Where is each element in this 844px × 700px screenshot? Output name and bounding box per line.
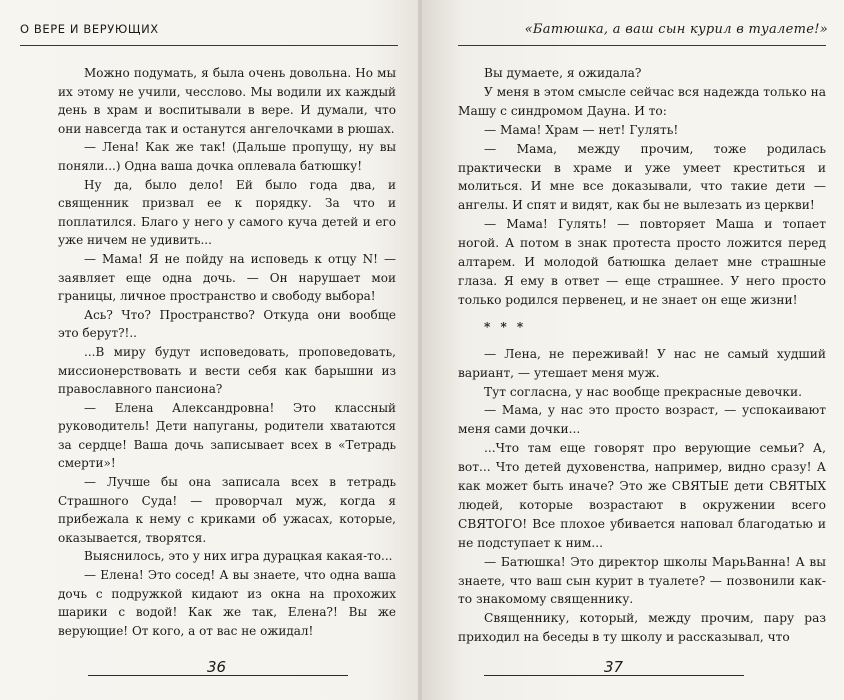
paragraph: — Лена! Как же так! (Дальше пропущу, ну вы поняли...) Одна ваша дочка оплевала батюшку! xyxy=(58,140,396,173)
header-rule xyxy=(458,45,826,46)
paragraph: Можно подумать, я была очень довольна. Но мы их этому не учили, чесслово. Мы водили их каждый день в храм и воспитывали в вере. И думали, что они навсегда так и останутся ангелочками в рюшах. xyxy=(58,66,396,136)
paragraph: ...В миру будут исповедовать, проповедовать, миссионерствовать и вести себя как барышни из православного пансиона? xyxy=(58,344,396,397)
left-page xyxy=(0,0,420,700)
paragraph: — Мама! Храм — нет! Гулять! xyxy=(484,122,679,137)
paragraph: Ну да, было дело! Ей было года два, и священник призвал ее к порядку. За что и поплатился. Благо у него у самого куча детей и его уже ничем не удивить... xyxy=(58,177,396,248)
paragraph: — Мама! Гулять! — повторяет Маша и топает ногой. А потом в знак протеста просто ложится перед алтарем. И молодой батюшка делает мне страшные глаза. Я ему в ответ — еще страшнее. У него просто только родился первенец, и не знает он еще жизни! xyxy=(458,217,826,307)
section-break: * * * xyxy=(484,319,527,334)
paragraph: — Лена, не переживай! У нас не самый худший вариант, — утешает меня муж. xyxy=(458,346,826,380)
paragraph: Священнику, который, между прочим, пару раз приходил на беседы в ту школу и рассказывал, что xyxy=(458,611,826,645)
paragraph: — Елена! Это сосед! А вы знаете, что одна ваша дочь с подружкой кидают из окна на прохожих шарики с водой! Как же так, Елена?! Вы же верующие! От кого, а от вас не ожидал! xyxy=(58,568,396,638)
header-rule xyxy=(20,45,398,46)
running-header: О ВЕРЕ И ВЕРУЮЩИХ xyxy=(20,22,159,36)
right-page xyxy=(422,0,844,700)
page-number: 36 xyxy=(207,658,227,676)
paragraph: — Мама, у нас это просто возраст, — успокаивают меня сами дочки... xyxy=(458,403,826,437)
page-number: 37 xyxy=(604,658,624,676)
paragraph: — Батюшка! Это директор школы МарьВанна! А вы знаете, что ваш сын курит в туалете? — позвонили как-то знакомому священнику. xyxy=(458,554,826,607)
paragraph: — Мама! Я не пойду на исповедь к отцу N! — заявляет еще одна дочь. — Он нарушает мои границы, личное пространство и свободу выбора! xyxy=(58,251,396,304)
paragraph: ...Что там еще говорят про верующие семьи? А, вот... Что детей духовенства, например, видно сразу! А как может быть иначе? Это же СВЯТЫЕ дети СВЯТЫХ людей, которые возрастают в окружении всего СВЯТОГО! Все плохое убивается наповал благодатью и не подступает к ним... xyxy=(458,441,826,550)
paragraph: Выяснилось, это у них игра дурацкая какая-то... xyxy=(84,549,393,564)
body-text xyxy=(58,64,396,640)
paragraph: Вы думаете, я ожидала? xyxy=(484,66,642,80)
paragraph: У меня в этом смысле сейчас вся надежда только на Машу с синдромом Дауна. И то: xyxy=(458,84,826,118)
paragraph: — Мама, между прочим, тоже родилась практически в храме и уже умеет креститься и молиться. И мне все доказывали, что такие дети — ангелы. И спят и видят, как бы не вылезать из церкви! xyxy=(458,141,826,213)
paragraph: Ась? Что? Пространство? Откуда они вообще это берут?!.. xyxy=(58,307,396,341)
page-number-rule xyxy=(484,675,744,676)
paragraph: — Елена Александровна! Это классный руководитель! Дети напуганы, родители хватаются за сердце! Ваша дочь записывает всех в «Тетрадь смерти»! xyxy=(58,400,396,471)
paragraph: Тут согласна, у нас вообще прекрасные девочки. xyxy=(484,384,803,399)
paragraph: — Лучше бы она записала всех в тетрадь Страшного Суда! — проворчал муж, когда я прибежала к нему с криками об ужасах, которые, оказывается, творятся. xyxy=(58,475,396,545)
body-text xyxy=(458,64,826,647)
running-header: «Батюшка, а ваш сын курил в туалете!» xyxy=(524,22,828,37)
page-number-rule xyxy=(88,675,348,676)
